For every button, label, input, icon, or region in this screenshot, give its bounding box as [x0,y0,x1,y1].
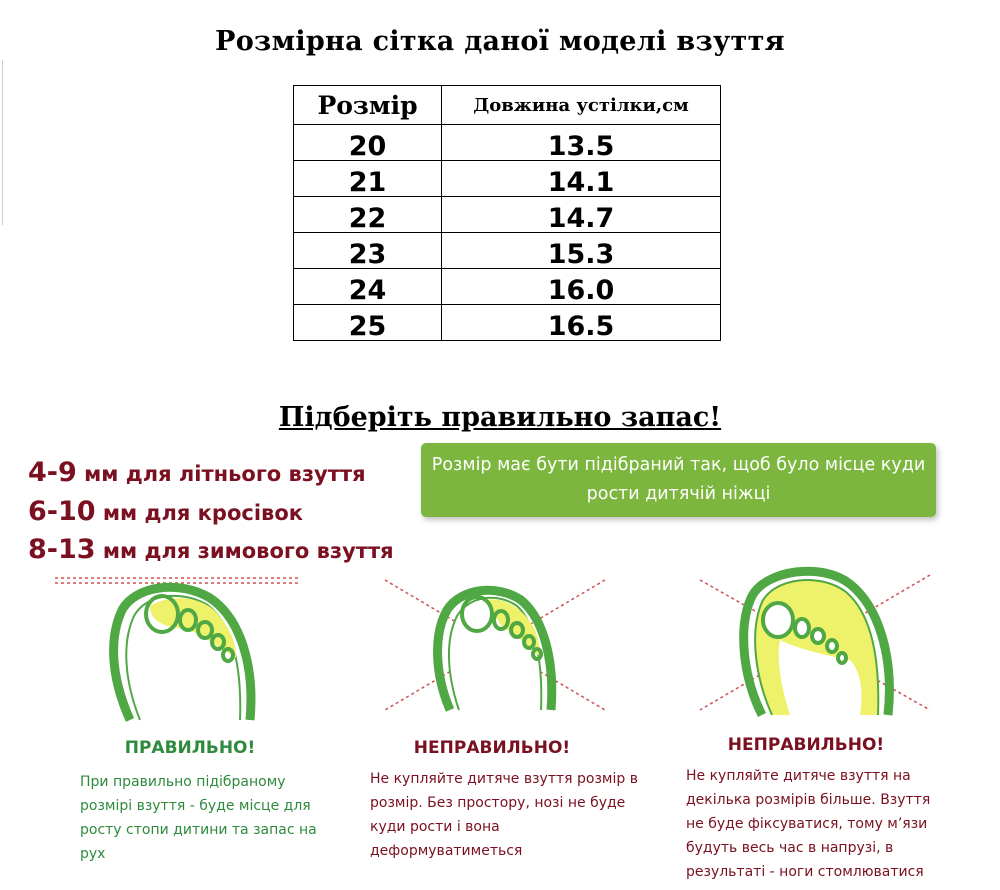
page-edge-rule [2,60,3,225]
foot-too-tight-illustration [375,570,615,720]
insole-length-cell [442,125,721,161]
allowance-winter [28,534,394,565]
insole-length-cell [442,269,721,305]
description-wrong-big: Не купляйте дитяче взуття на декілька розмірів більше. Взуття не буде фіксуватися, тому м’язи будуть весь час в напрузі, в результаті - ноги стомлюватися [686,768,931,880]
table-row [294,161,721,197]
tip-box [421,443,936,517]
insole-length-cell [442,305,721,341]
allowance-text: мм для зимового взуття [95,539,394,563]
size-cell [294,233,442,269]
foot-too-big-illustration [690,560,940,720]
table-row [294,197,721,233]
allowance-text: мм для кросівок [95,501,303,525]
cell-value: 24 [348,275,387,306]
allowance-value: 6-10 [28,496,96,527]
allowance-value: 4-9 [28,457,77,488]
allowance-summer [28,457,366,488]
table-header-row [294,86,721,125]
cell-value: 22 [348,203,387,234]
size-cell [294,197,442,233]
label-wrong-big: НЕПРАВИЛЬНО! [727,735,885,755]
description-wrong-tight: Не купляйте дитяче взуття розмір в розмір. Без простору, нозі не буде куди рости і вона деформуватиметься [370,771,638,859]
cell-value: 14.1 [547,167,615,198]
label-correct: ПРАВИЛЬНО! [124,738,256,758]
table-row [294,233,721,269]
tip-text: Розмір має бути підібраний так, щоб було місце куди рости дитячій ніжці [431,455,926,504]
table-row [294,269,721,305]
cell-value: 21 [348,167,387,198]
insole-length-cell [442,197,721,233]
allowance-value: 8-13 [28,534,96,565]
size-cell [294,305,442,341]
section-subtitle: Підберіть правильно запас! [278,402,722,433]
table-row [294,305,721,341]
cell-value: 14.7 [547,203,615,234]
column-header-insole-length: Довжина устілки,см [442,86,721,125]
label-wrong-tight: НЕПРАВИЛЬНО! [413,738,571,758]
size-table [293,85,721,341]
size-cell [294,125,442,161]
table-row [294,125,721,161]
size-cell [294,161,442,197]
insole-length-cell [442,233,721,269]
column-header-size: Розмір [294,86,442,125]
cell-value: 25 [348,311,387,342]
allowance-text: мм для літнього взуття [76,462,366,486]
cell-value: 23 [348,239,387,270]
foot-correct-illustration [50,570,310,730]
cell-value: 16.0 [547,275,615,306]
cell-value: 15.3 [547,239,615,270]
page-title: Розмірна сітка даної моделі взуття [215,26,785,57]
size-cell [294,269,442,305]
cell-value: 20 [348,131,387,162]
description-correct: При правильно підібраному розмірі взуття - буде місце для росту стопи дитини та запас на рух [80,774,317,862]
insole-length-cell [442,161,721,197]
cell-value: 16.5 [547,311,615,342]
allowance-sneakers [28,496,303,527]
cell-value: 13.5 [547,131,615,162]
